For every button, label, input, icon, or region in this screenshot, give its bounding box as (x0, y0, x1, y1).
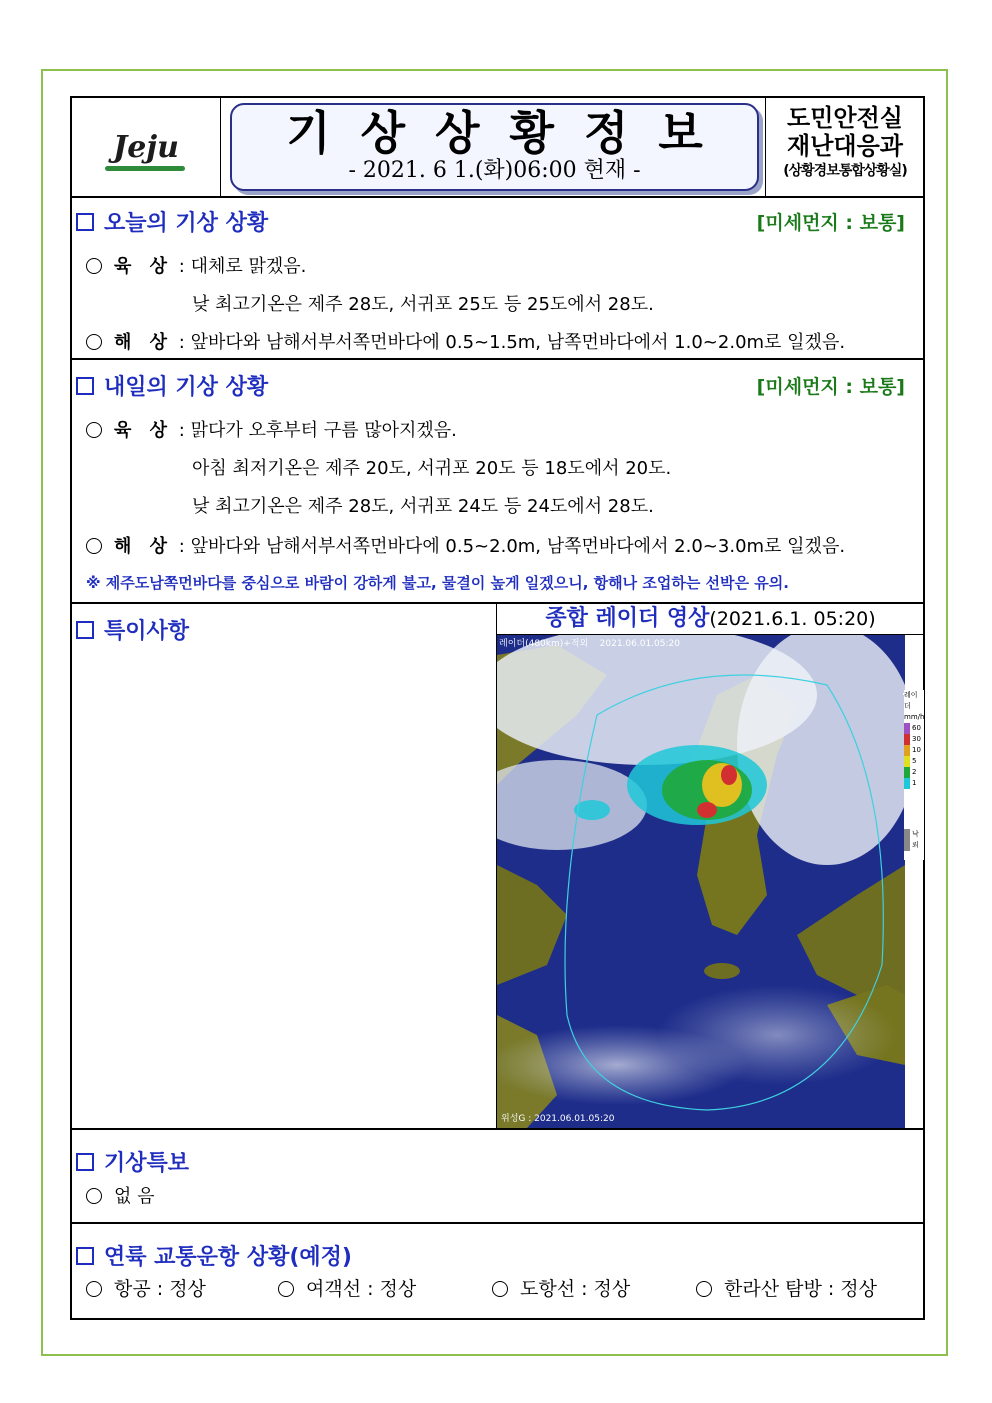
tomorrow-dust: [미세먼지 : 보통] (756, 376, 905, 398)
tomorrow-land-max: 낮 최고기온은 제주 28도, 서귀포 24도 등 24도에서 28도. (192, 496, 654, 517)
circle-bullet-icon (86, 538, 102, 554)
circle-bullet-icon (86, 1281, 102, 1297)
radar-title: 종합 레이더 영상(2021.6.1. 05:20) (497, 604, 924, 635)
radar-image (497, 635, 905, 1128)
tomorrow-heading: 내일의 기상 상황 (76, 370, 268, 401)
legend-value: 30 (904, 734, 924, 745)
warning-section (72, 1130, 923, 1224)
tomorrow-land: 육 상 : 맑다가 오후부터 구름 많아지겠음. (86, 416, 457, 442)
warning-heading: 기상특보 (76, 1146, 189, 1177)
special-section (72, 604, 923, 1130)
radar-legend (904, 690, 924, 860)
legend-value: 2 (904, 767, 924, 778)
circle-bullet-icon (278, 1281, 294, 1297)
tomorrow-section (72, 360, 923, 604)
report-header (72, 98, 923, 198)
report-date: - 2021. 6 1.(화)06:00 현재 - (348, 158, 641, 183)
circle-bullet-icon (492, 1281, 508, 1297)
today-dust: [미세먼지 : 보통] (756, 212, 905, 234)
legend-value: 60 (904, 723, 924, 734)
radar-footer: 위성G : 2021.06.01.05:20 (501, 1114, 615, 1124)
jeju-logo: Jeju (113, 130, 179, 165)
traffic-item-island-boat: 도항선 : 정상 (492, 1274, 630, 1301)
dept-division: 재난대응과 (787, 132, 903, 160)
today-sea: 해 상 : 앞바다와 남해서부서쪽먼바다에 0.5~1.5m, 남쪽먼바다에서 1.0~2.0m로 일겠음. (86, 328, 845, 354)
traffic-heading: 연륙 교통운항 상황(예정) (76, 1240, 352, 1271)
today-section (72, 196, 923, 360)
traffic-item-ferry: 여객선 : 정상 (278, 1274, 416, 1301)
legend-value: 10 (904, 745, 924, 756)
checkbox-icon (76, 377, 94, 395)
radar-map (497, 635, 905, 1128)
circle-bullet-icon (86, 334, 102, 350)
today-heading: 오늘의 기상 상황 (76, 206, 268, 237)
department (765, 98, 924, 196)
warning-status: 없 음 (86, 1182, 155, 1208)
special-heading: 특이사항 (76, 614, 189, 645)
radar-label: 레이더(480km)+적외 2021.06.01.05:20 (499, 639, 680, 649)
tomorrow-sea: 해 상 : 앞바다와 남해서부서쪽먼바다에 0.5~2.0m, 남쪽먼바다에서 2.0~3.0m로 일겠음. (86, 532, 845, 558)
marine-advisory: ※ 제주도남쪽먼바다를 중심으로 바람이 강하게 불고, 물결이 높게 일겠으니, 항해나 조업하는 선박은 유의. (86, 574, 789, 592)
legend-unit: mm/h (904, 713, 925, 721)
checkbox-icon (76, 1247, 94, 1265)
today-land: 육 상 : 대체로 맑겠음. (86, 252, 306, 278)
legend-value: 1 (904, 778, 924, 789)
circle-bullet-icon (86, 1188, 102, 1204)
legend-lightning: 낙뢰 (904, 829, 924, 851)
today-land-temp: 낮 최고기온은 제주 28도, 서귀포 25도 등 25도에서 28도. (192, 294, 654, 315)
traffic-item-air: 항공 : 정상 (86, 1274, 206, 1301)
tomorrow-land-min: 아침 최저기온은 제주 20도, 서귀포 20도 등 18도에서 20도. (192, 458, 672, 479)
circle-bullet-icon (696, 1281, 712, 1297)
radar-panel (496, 604, 924, 1128)
circle-bullet-icon (86, 422, 102, 438)
checkbox-icon (76, 213, 94, 231)
logo-cell (72, 98, 221, 196)
weather-report (70, 96, 925, 1320)
checkbox-icon (76, 1153, 94, 1171)
page-title: 기상상황정보 (286, 106, 733, 160)
checkbox-icon (76, 621, 94, 639)
legend-title: 레이더 (904, 691, 918, 710)
traffic-item-hallasan: 한라산 탐방 : 정상 (696, 1274, 877, 1301)
legend-value: 5 (904, 756, 924, 767)
traffic-section (72, 1224, 923, 1318)
circle-bullet-icon (86, 258, 102, 274)
dept-name: 도민안전실 (787, 104, 903, 132)
dept-office: (상황경보통합상황실) (783, 163, 907, 179)
title-box (230, 103, 759, 191)
